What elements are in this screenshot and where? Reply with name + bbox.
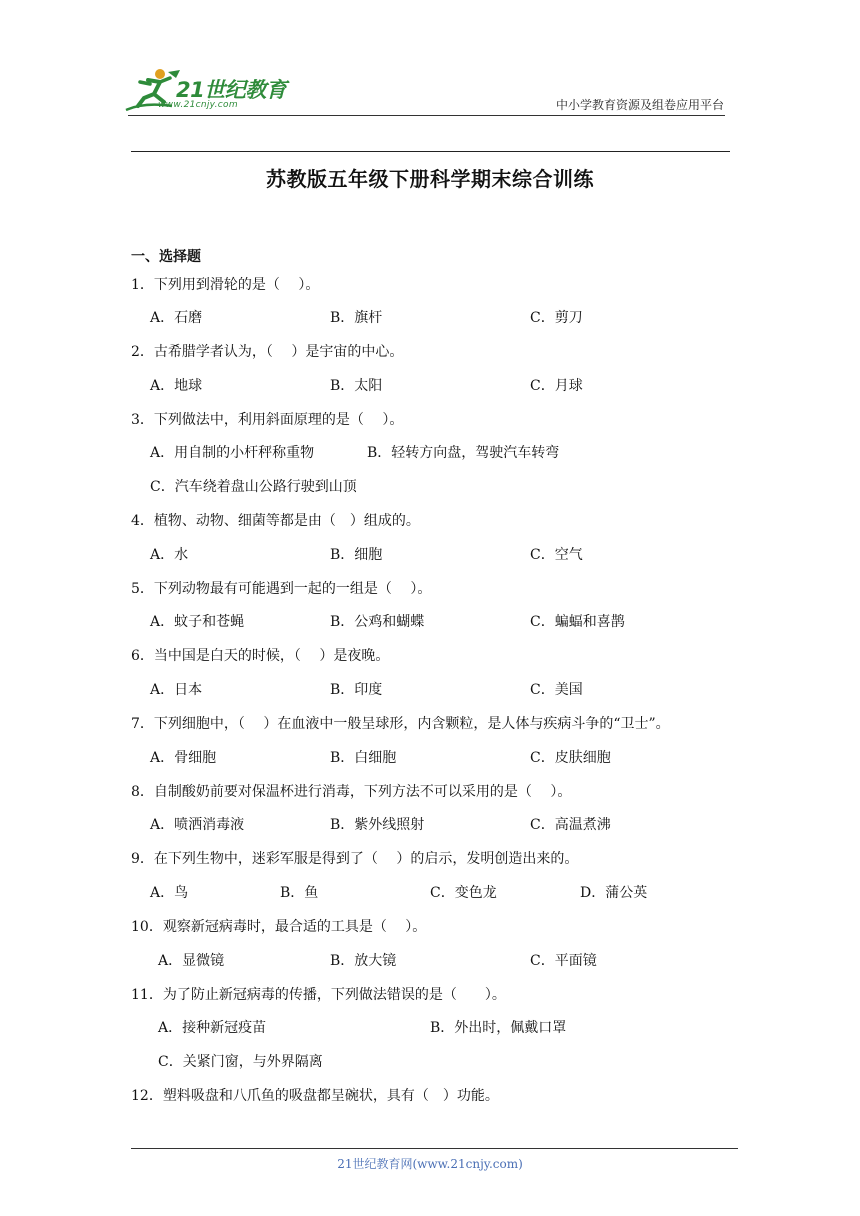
option-1b[interactable]: B．旗杆 <box>330 310 383 326</box>
question-11: 11．为了防止新冠病毒的传播，下列做法错误的是（ ）。 <box>131 987 506 1003</box>
option-10a[interactable]: A．显微镜 <box>158 953 225 969</box>
header-tagline: 中小学教育资源及组卷应用平台 <box>555 98 724 112</box>
option-1c[interactable]: C．剪刀 <box>530 310 583 326</box>
site-logo[interactable] <box>124 66 294 116</box>
option-6c[interactable]: C．美国 <box>530 682 583 698</box>
question-4: 4．植物、动物、细菌等都是由（ ）组成的。 <box>131 513 420 529</box>
option-4a[interactable]: A．水 <box>150 547 189 563</box>
option-5a[interactable]: A．蚊子和苍蝇 <box>150 614 245 630</box>
option-4c[interactable]: C．空气 <box>530 547 583 563</box>
question-1: 1．下列用到滑轮的是（ ）。 <box>131 277 320 293</box>
option-3c[interactable]: C．汽车绕着盘山公路行驶到山顶 <box>150 479 357 495</box>
option-2a[interactable]: A．地球 <box>150 378 203 394</box>
option-8c[interactable]: C．高温煮沸 <box>530 817 611 833</box>
option-11c[interactable]: C．关紧门窗，与外界隔离 <box>158 1054 323 1070</box>
footer-link[interactable]: 21世纪教育网(www.21cnjy.com) <box>337 1157 523 1171</box>
question-2: 2．古希腊学者认为，（ ）是宇宙的中心。 <box>131 344 404 360</box>
option-9c[interactable]: C．变色龙 <box>430 885 497 901</box>
question-3: 3．下列做法中，利用斜面原理的是（ ）。 <box>131 412 404 428</box>
option-4b[interactable]: B．细胞 <box>330 547 383 563</box>
question-10: 10．观察新冠病毒时，最合适的工具是（ ）。 <box>131 919 427 935</box>
option-1a[interactable]: A．石磨 <box>150 310 203 326</box>
question-6: 6．当中国是白天的时候，（ ）是夜晚。 <box>131 648 390 664</box>
footer-divider <box>131 1148 738 1149</box>
option-11a[interactable]: A．接种新冠疫苗 <box>158 1020 267 1036</box>
option-6a[interactable]: A．日本 <box>150 682 203 698</box>
title-divider <box>131 151 730 152</box>
option-7a[interactable]: A．骨细胞 <box>150 750 217 766</box>
option-11b[interactable]: B．外出时，佩戴口罩 <box>430 1020 567 1036</box>
question-5: 5．下列动物最有可能遇到一起的一组是（ ）。 <box>131 581 432 597</box>
option-10b[interactable]: B．放大镜 <box>330 953 397 969</box>
option-7c[interactable]: C．皮肤细胞 <box>530 750 611 766</box>
option-3a[interactable]: A．用自制的小杆秤称重物 <box>150 445 315 461</box>
option-9a[interactable]: A．鸟 <box>150 885 189 901</box>
option-5c[interactable]: C．蝙蝠和喜鹊 <box>530 614 625 630</box>
question-7: 7．下列细胞中，（ ）在血液中一般呈球形，内含颗粒，是人体与疾病斗争的“卫士”。 <box>131 716 670 732</box>
option-8a[interactable]: A．喷洒消毒液 <box>150 817 245 833</box>
option-5b[interactable]: B．公鸡和蝴蝶 <box>330 614 425 630</box>
logo-url: www.21cnjy.com <box>158 100 238 110</box>
question-8: 8．自制酸奶前要对保温杯进行消毒，下列方法不可以采用的是（ ）。 <box>131 784 572 800</box>
option-6b[interactable]: B．印度 <box>330 682 383 698</box>
header-divider <box>128 115 725 116</box>
option-7b[interactable]: B．白细胞 <box>330 750 397 766</box>
question-12: 12．塑料吸盘和八爪鱼的吸盘都呈碗状，具有（ ）功能。 <box>131 1088 499 1104</box>
option-9b[interactable]: B．鱼 <box>280 885 319 901</box>
option-3b[interactable]: B．轻转方向盘，驾驶汽车转弯 <box>367 445 560 461</box>
option-8b[interactable]: B．紫外线照射 <box>330 817 425 833</box>
section-heading: 一、选择题 <box>131 249 201 265</box>
option-9d[interactable]: D．蒲公英 <box>580 885 648 901</box>
option-10c[interactable]: C．平面镜 <box>530 953 597 969</box>
option-2c[interactable]: C．月球 <box>530 378 583 394</box>
document-title: 苏教版五年级下册科学期末综合训练 <box>266 167 594 191</box>
question-9: 9．在下列生物中，迷彩军服是得到了（ ）的启示，发明创造出来的。 <box>131 851 579 867</box>
logo-text: 21世纪教育 <box>176 78 287 102</box>
option-2b[interactable]: B．太阳 <box>330 378 383 394</box>
